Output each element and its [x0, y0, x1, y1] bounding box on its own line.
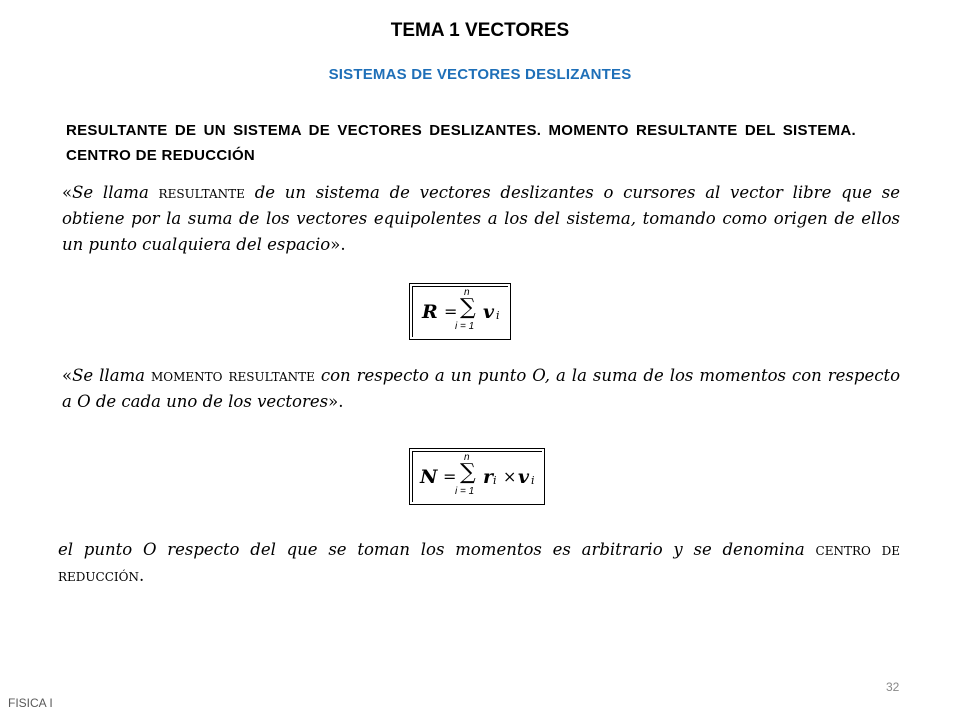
formula-lhs: R — [422, 301, 438, 323]
formula-vector-v: v — [518, 466, 530, 488]
definition-body: de un sistema de vectores deslizantes o cursores al vector libre que se obtiene por la suma de los vectores equipolentes a los del sistema, tomando como origen de ellos un punto cualquiera del espacio — [62, 183, 901, 254]
sum-upper-limit: n — [464, 452, 470, 463]
formula-vector-r: r — [483, 466, 494, 488]
formula-equals: = — [444, 302, 458, 321]
formula-vector-v: v — [483, 301, 495, 323]
formula-lhs: N — [420, 466, 438, 488]
definition-centro-reduccion — [58, 537, 900, 589]
close-quote: ». — [328, 392, 344, 411]
cross-product-symbol: × — [503, 467, 517, 486]
resultant-formula — [409, 283, 511, 340]
defined-term: momento resultante — [151, 366, 315, 385]
footer-course: FISICA I — [8, 696, 53, 710]
open-quote: « — [62, 183, 73, 202]
sum-upper-limit: n — [464, 287, 470, 298]
definition-lead: el punto O respecto del que se toman los momentos es arbitrario y se denomina — [58, 540, 816, 559]
definition-lead: Se llama — [72, 366, 151, 385]
definition-lead: Se llama — [72, 183, 159, 202]
page-number: 32 — [886, 680, 900, 694]
close-quote: ». — [330, 235, 346, 254]
section-heading: RESULTANTE DE UN SISTEMA DE VECTORES DESLIZANTES. MOMENTO RESULTANTE DEL SISTEMA. CENTRO DE REDUCCIÓN — [66, 122, 856, 164]
moment-formula — [409, 448, 545, 505]
formula-subscript: i — [493, 474, 497, 487]
slide-title: TEMA 1 VECTORES — [390, 20, 570, 41]
open-quote: « — [62, 366, 73, 385]
sum-symbol: ∑ — [460, 295, 476, 320]
definition-body: con respecto a un punto O, a la suma de los momentos con respecto a O de cada uno de los vectores — [62, 366, 901, 411]
definition-momento — [62, 363, 900, 415]
defined-term: resultante — [158, 183, 245, 202]
formula-subscript: i — [531, 474, 535, 487]
closing-period: . — [138, 566, 145, 585]
formula-equals: = — [443, 467, 457, 486]
formula-frame — [412, 286, 508, 337]
sum-lower-limit: i = 1 — [455, 486, 475, 497]
defined-term: centro de reducción — [58, 540, 900, 585]
formula-frame — [412, 451, 542, 502]
slide-subtitle: SISTEMAS DE VECTORES DESLIZANTES — [328, 66, 632, 83]
definition-resultante — [62, 180, 900, 258]
sum-lower-limit: i = 1 — [455, 321, 475, 332]
sum-symbol: ∑ — [460, 460, 476, 485]
formula-subscript: i — [496, 309, 500, 322]
